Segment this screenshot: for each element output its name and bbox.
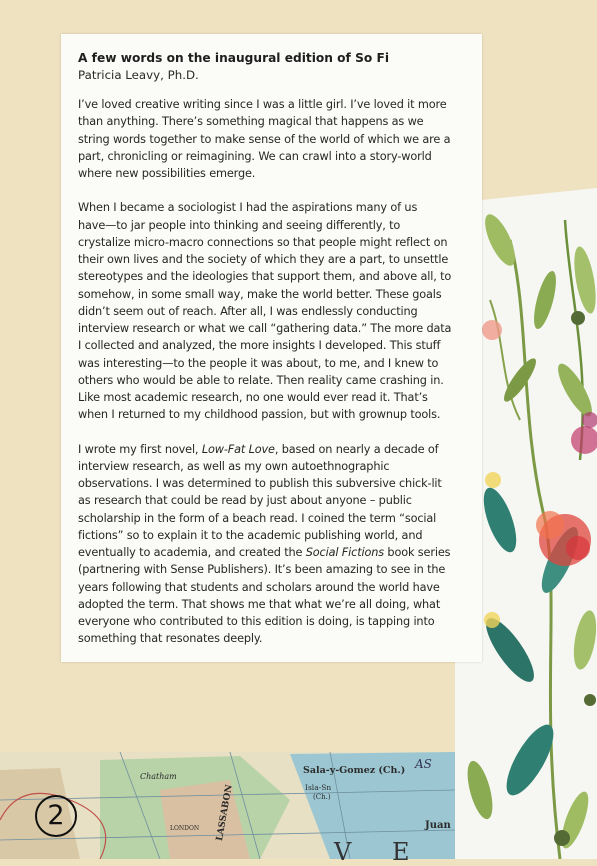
paragraph-3: [78, 441, 468, 648]
line: I wrote my first novel,: [78, 442, 202, 456]
map-label-sala: Sala-y-Gomez (Ch.): [303, 765, 406, 776]
line: didn’t seem out of reach. After all, I was endlessly conducting: [78, 304, 418, 318]
line: When I became a sociologist I had the aspirations many of us: [78, 201, 418, 215]
line: scholarship in the form of a beach read. I coined the term “social: [78, 511, 437, 525]
line: eventually to academia, and created the: [78, 546, 306, 559]
article-card: [61, 34, 482, 662]
line: others who would be able to relate. Then reality came crashing in.: [78, 373, 444, 387]
map-label-london: LONDON: [170, 825, 200, 832]
line: (partnering with Sense Publishers). It’s been amazing to see in the: [78, 563, 446, 577]
line: fictions” so to explain it to the academic publishing world, and: [78, 528, 423, 542]
article-author: Patricia Leavy, Ph.D.: [78, 68, 199, 82]
line: observations. I was determined to publish this subversive chick-lit: [78, 477, 442, 490]
line: part, chronicling or reimagining. We can crawl into a story-world: [78, 149, 432, 163]
line: interview research or what we call “gathering data.” The more data: [78, 322, 452, 335]
line: years following that students and scholars around the world have: [78, 580, 440, 594]
line: than anything. There’s something magical that happens as we: [78, 115, 424, 129]
line: something that resonates deeply.: [78, 632, 263, 646]
line: I collected and analyzed, the more insights I developed. This stuff: [78, 339, 441, 353]
map-label-as: AS: [415, 757, 432, 771]
line: when I returned to my childhood passion, but with grownup tools.: [78, 408, 441, 422]
map-label-lassabon: LASSABON: [215, 783, 235, 842]
line: their own lives and the society of which they are a part, to unsettle: [78, 253, 449, 266]
paragraph-1: [78, 96, 468, 182]
line: Like most academic research, no one would ever read it. That’s: [78, 391, 428, 404]
page-number: 2: [35, 795, 77, 837]
paragraph-2: [78, 199, 468, 423]
map-label-v: V: [334, 838, 352, 866]
series-title-social-fictions: Social Fictions: [305, 546, 384, 559]
line: where new possibilities emerge.: [78, 167, 256, 180]
line: I’ve loved creative writing since I was a little girl. I’ve loved it more: [78, 98, 447, 111]
map-label-chatham: Chatham: [140, 772, 177, 781]
line: have—to jar people into thinking and seeing differently, to: [78, 218, 401, 232]
map-label-isla: Isla-Sn: [305, 783, 332, 792]
line: stereotypes and the ideologies that support them, and above all, to: [78, 270, 452, 284]
line: string words together to make sense of the world of which we are a: [78, 132, 451, 146]
map-label-juan: Juan: [425, 820, 451, 831]
line: interview research, as well as my own autoethnographic: [78, 459, 390, 473]
line: crystalize micro-macro connections so that people might reflect on: [78, 235, 448, 249]
book-title-low-fat-love: Low-Fat Love: [201, 442, 275, 456]
line: adopted the term. That shows me that what we’re all doing, what: [78, 597, 441, 611]
map-label-ch: (Ch.): [313, 793, 331, 801]
line: , based on nearly a decade of: [274, 442, 439, 456]
line: everyone who contributed to this edition is doing, is tapping into: [78, 615, 435, 628]
line: was interesting—to the people it was about, to me, and I knew to: [78, 356, 439, 370]
article-title: A few words on the inaugural edition of So Fi: [78, 51, 390, 65]
line: as research that could be read by just about anyone – public: [78, 494, 412, 508]
line: book series: [383, 546, 451, 559]
line: somehow, in some small way, make the world better. These goals: [78, 287, 442, 301]
map-label-e: E: [392, 838, 410, 866]
